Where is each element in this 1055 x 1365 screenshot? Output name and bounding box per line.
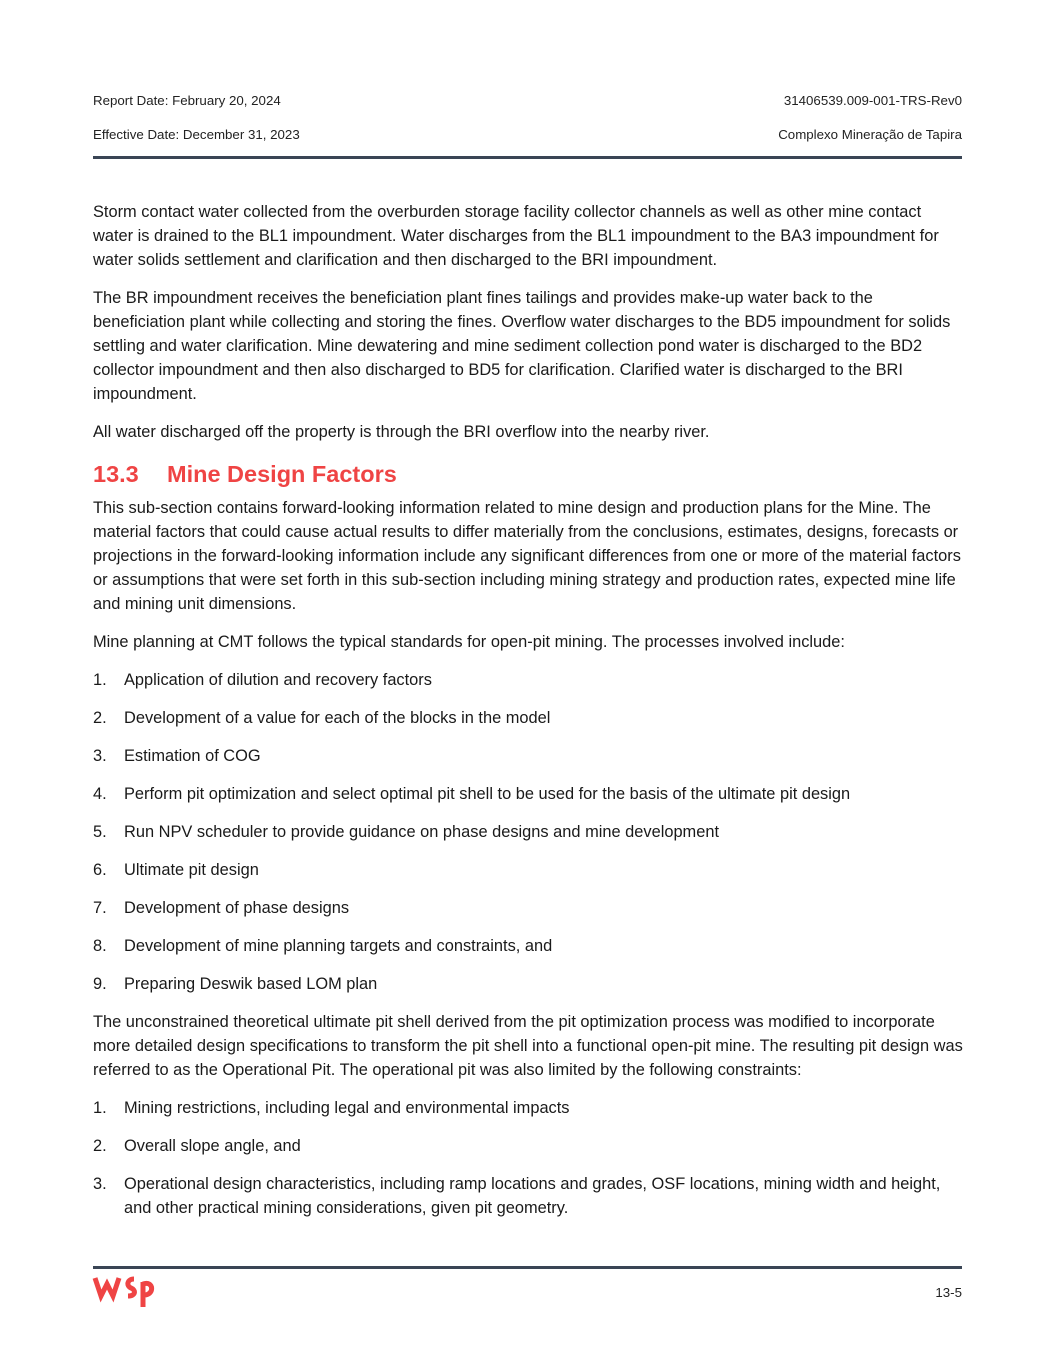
list-item-number: 3.	[93, 1175, 107, 1193]
wsp-logo	[91, 1274, 157, 1310]
list-item	[93, 1096, 965, 1120]
list-item	[93, 896, 965, 920]
list-item-number: 5.	[93, 823, 107, 841]
header-row-2	[93, 122, 962, 156]
list-item	[93, 972, 965, 996]
list-item-number: 2.	[93, 1137, 107, 1155]
section-number: 13.3	[93, 461, 139, 487]
list-item	[93, 934, 965, 958]
paragraph-water-discharge: All water discharged off the property is through the BRI overflow into the nearby river.	[93, 423, 710, 441]
section-title: Mine Design Factors	[167, 461, 397, 487]
list-item-text: Estimation of COG	[124, 747, 261, 765]
list-item-text: Run NPV scheduler to provide guidance on phase designs and mine development	[124, 823, 720, 841]
list-item-number: 4.	[93, 785, 107, 803]
list-item-text: Ultimate pit design	[124, 861, 259, 879]
list-item-number: 1.	[93, 671, 107, 689]
list-item	[93, 668, 965, 692]
list-item-text: Operational design characteristics, including ramp locations and grades, OSF locations, mining width and height, and other practical mining considerations, given pit geometry.	[124, 1175, 941, 1217]
list-item-number: 2.	[93, 709, 107, 727]
list-item-number: 7.	[93, 899, 107, 917]
list-item-number: 1.	[93, 1099, 107, 1117]
project-name: Complexo Mineração de Tapira	[778, 127, 962, 142]
list-item	[93, 744, 965, 768]
list-item	[93, 1172, 965, 1220]
list-item-text: Perform pit optimization and select optimal pit shell to be used for the basis of the ultimate pit design	[124, 785, 851, 803]
list-item	[93, 706, 965, 730]
header-row-1	[93, 88, 962, 122]
paragraph-forward-looking: This sub-section contains forward-looking information related to mine design and production plans for the Mine. The material factors that could cause actual results to differ materially from the conclusions, estimates, designs, forecasts or projections in the forward-looking information include any significant differences from one or more of the material factors or assumptions that were set forth in this sub-section including mining strategy and production rates, expected mine life and mining unit dimensions.	[93, 499, 961, 613]
list-item	[93, 858, 965, 882]
list-item-text: Development of a value for each of the blocks in the model	[124, 709, 551, 727]
footer-divider	[93, 1266, 962, 1269]
list-item-number: 8.	[93, 937, 107, 955]
list-item-text: Application of dilution and recovery factors	[124, 671, 432, 689]
paragraph-operational-pit: The unconstrained theoretical ultimate pit shell derived from the pit optimization process was modified to incorporate more detailed design specifications to transform the pit shell into a functional open-pit mine. The resulting pit design was referred to as the Operational Pit. The operational pit was also limited by the following constraints:	[93, 1013, 963, 1079]
report-date: Report Date: February 20, 2024	[93, 93, 281, 108]
paragraph-br-impoundment: The BR impoundment receives the beneficiation plant fines tailings and provides make-up water back to the beneficiation plant while collecting and storing the fines. Overflow water discharges to the BD5 impoundment for solids settling and water clarification. Mine dewatering and mine sediment collection pond water is discharged to the BD2 collector impoundment and then also discharged to BD5 for clarification. Clarified water is discharged to the BRI impoundment.	[93, 289, 951, 403]
page-header	[93, 88, 962, 156]
list-item	[93, 1134, 965, 1158]
logo-mark	[95, 1278, 152, 1307]
header-divider	[93, 156, 962, 159]
list-item-text: Development of mine planning targets and constraints, and	[124, 937, 553, 955]
paragraph-mine-planning: Mine planning at CMT follows the typical standards for open-pit mining. The processes involved include:	[93, 633, 845, 651]
list-item-text: Preparing Deswik based LOM plan	[124, 975, 378, 993]
list-item-number: 6.	[93, 861, 107, 879]
page-number: 13-5	[935, 1285, 962, 1300]
list-item-text: Development of phase designs	[124, 899, 350, 917]
list-item	[93, 782, 965, 806]
list-item	[93, 820, 965, 844]
process-list	[93, 668, 965, 996]
document-id: 31406539.009-001-TRS-Rev0	[783, 93, 962, 108]
document-body	[93, 200, 965, 1234]
list-item-number: 9.	[93, 975, 107, 993]
effective-date: Effective Date: December 31, 2023	[93, 127, 300, 142]
paragraph-storm-water: Storm contact water collected from the overburden storage facility collector channels as well as other mine contact water is drained to the BL1 impoundment. Water discharges from the BL1 impoundment to the BA3 impoundment for water solids settlement and clarification and then discharged to the BRI impoundment.	[93, 203, 939, 269]
constraints-list	[93, 1096, 965, 1220]
list-item-number: 3.	[93, 747, 107, 765]
list-item-text: Overall slope angle, and	[124, 1137, 301, 1155]
section-heading	[93, 458, 965, 490]
list-item-text: Mining restrictions, including legal and environmental impacts	[124, 1099, 570, 1117]
